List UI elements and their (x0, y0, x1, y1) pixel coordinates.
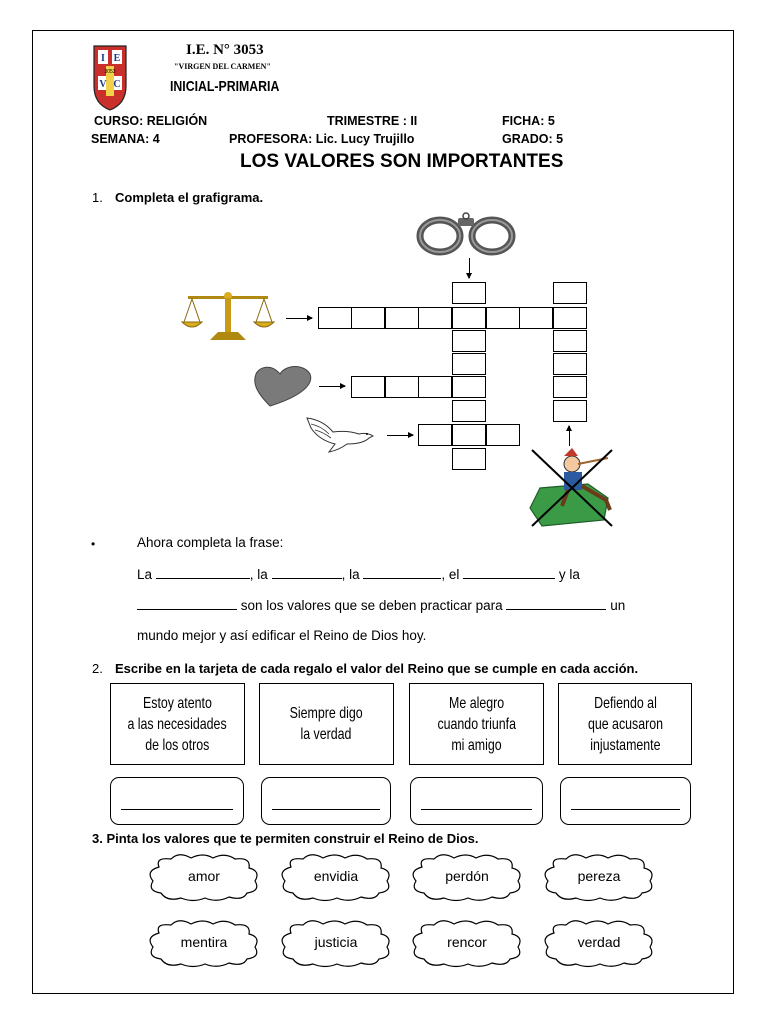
info-profesora: PROFESORA: Lic. Lucy Trujillo (229, 132, 415, 146)
phrase-text: La (137, 567, 153, 582)
value-cloud[interactable] (277, 853, 395, 903)
logo-number: 3053 (104, 69, 116, 75)
crossword-cell[interactable] (452, 282, 486, 304)
value-cloud[interactable] (408, 853, 526, 903)
crossword-cell[interactable] (351, 307, 385, 329)
value-label: perdón (445, 868, 489, 884)
card-line: cuando triunfa (437, 715, 516, 733)
card-line: de los otros (145, 736, 210, 754)
info-curso: CURSO: RELIGIÓN (94, 114, 208, 128)
crossword-cell[interactable] (553, 400, 587, 422)
q2-number: 2. (92, 661, 103, 676)
logo-letter-i: I (101, 53, 105, 64)
phrase-text: un (610, 598, 626, 613)
dove-arrow (387, 435, 413, 436)
heart-arrow (319, 386, 345, 387)
handcuffs-arrow (469, 258, 470, 278)
info-grado: GRADO: 5 (502, 132, 564, 146)
answer-line (421, 809, 532, 810)
value-cloud[interactable] (145, 853, 263, 903)
card-line: mi amigo (451, 736, 502, 754)
card-line: injustamente (589, 736, 661, 754)
crossword-cell[interactable] (553, 282, 587, 304)
phrase-text: , la (249, 567, 268, 582)
answer-line (571, 809, 680, 810)
phrase-text: , la (341, 567, 360, 582)
action-card (259, 683, 394, 765)
crossword-cell[interactable] (486, 424, 520, 446)
blank-field[interactable] (272, 566, 342, 579)
phrase-bullet: • (91, 537, 96, 551)
answer-line (121, 809, 233, 810)
card-line: Defiendo al (593, 694, 657, 712)
crossword-cell[interactable] (553, 330, 587, 352)
crossword-cell[interactable] (452, 400, 486, 422)
action-card (110, 683, 245, 765)
pinocchio-icon (528, 446, 622, 530)
crossword-cell[interactable] (519, 307, 553, 329)
scale-arrow (286, 318, 312, 319)
answer-tag[interactable] (410, 777, 543, 825)
logo-letter-c: C (113, 79, 121, 90)
value-cloud[interactable] (145, 919, 263, 969)
phrase-line-1 (137, 566, 580, 582)
value-cloud[interactable] (540, 919, 658, 969)
phrase-text: son los valores que se deben practicar para (240, 598, 503, 613)
answer-tag[interactable] (110, 777, 244, 825)
page-border (32, 30, 734, 994)
logo-letter-e: E (113, 53, 121, 64)
card-line: a las necesidades (127, 715, 228, 733)
q1-number: 1. (92, 190, 103, 205)
blank-field[interactable] (156, 566, 250, 579)
heart-icon (252, 364, 314, 408)
handcuffs-icon (416, 210, 516, 258)
card-line: Estoy atento (143, 694, 212, 712)
crossword-cell[interactable] (418, 424, 452, 446)
value-cloud[interactable] (408, 919, 526, 969)
info-ficha: FICHA: 5 (502, 114, 555, 128)
page-title: LOS VALORES SON IMPORTANTES (240, 151, 564, 172)
phrase-line-2 (137, 597, 625, 613)
blank-field[interactable] (363, 566, 441, 579)
crossword-cell[interactable] (452, 424, 486, 446)
crossword-cell[interactable] (553, 307, 587, 329)
answer-tag[interactable] (560, 777, 691, 825)
crossword-cell[interactable] (418, 307, 452, 329)
crossword-cell[interactable] (385, 376, 419, 398)
blank-field[interactable] (463, 566, 555, 579)
blank-field[interactable] (137, 597, 237, 610)
pinocchio-arrow (569, 426, 570, 446)
value-label: pereza (577, 868, 621, 884)
value-label: mentira (180, 934, 228, 950)
action-card (409, 683, 544, 765)
scale-icon (180, 290, 276, 342)
crossword-cell[interactable] (452, 448, 486, 470)
q2-instruction: Escribe en la tarjeta de cada regalo el valor del Reino que se cumple en cada acción. (115, 661, 639, 676)
crossword-cell[interactable] (452, 330, 486, 352)
phrase-text: , el (441, 567, 460, 582)
logo-letter-v: V (99, 79, 107, 90)
card-line: Siempre digo (289, 705, 364, 722)
info-semana: SEMANA: 4 (91, 132, 160, 146)
card-line: la verdad (301, 726, 352, 743)
crossword-cell[interactable] (452, 307, 486, 329)
crossword-cell[interactable] (452, 353, 486, 375)
answer-tag[interactable] (261, 777, 391, 825)
blank-field[interactable] (506, 597, 606, 610)
info-trimestre: TRIMESTRE : II (327, 114, 418, 128)
school-level: INICIAL-PRIMARIA (170, 78, 280, 95)
card-line: Me alegro (448, 694, 505, 712)
action-card (558, 683, 692, 765)
value-label: envidia (313, 868, 359, 884)
crossword-cell[interactable] (452, 376, 486, 398)
value-label: verdad (577, 934, 621, 950)
value-cloud[interactable] (540, 853, 658, 903)
crossword-cell[interactable] (553, 376, 587, 398)
crossword-cell[interactable] (486, 307, 520, 329)
answer-line (272, 809, 380, 810)
school-motto: "VIRGEN DEL CARMEN" (174, 62, 271, 71)
crossword-cell[interactable] (418, 376, 452, 398)
card-line: que acusaron (587, 715, 663, 733)
dove-icon (303, 414, 379, 454)
q1-instruction: Completa el grafigrama. (115, 190, 264, 205)
crossword-cell[interactable] (351, 376, 385, 398)
value-label: justicia (314, 934, 358, 950)
value-label: amor (188, 868, 220, 884)
school-name: I.E. N° 3053 (186, 42, 264, 58)
phrase-line-3: mundo mejor y así edificar el Reino de Dios hoy. (137, 628, 427, 643)
school-logo (92, 42, 128, 112)
phrase-text: y la (558, 567, 580, 582)
q3-instruction: 3. Pinta los valores que te permiten construir el Reino de Dios. (92, 831, 479, 846)
value-cloud[interactable] (277, 919, 395, 969)
crossword-cell[interactable] (385, 307, 419, 329)
value-label: rencor (447, 934, 487, 950)
crossword-cell[interactable] (553, 353, 587, 375)
phrase-intro: Ahora completa la frase: (137, 535, 284, 550)
crossword-cell[interactable] (318, 307, 352, 329)
